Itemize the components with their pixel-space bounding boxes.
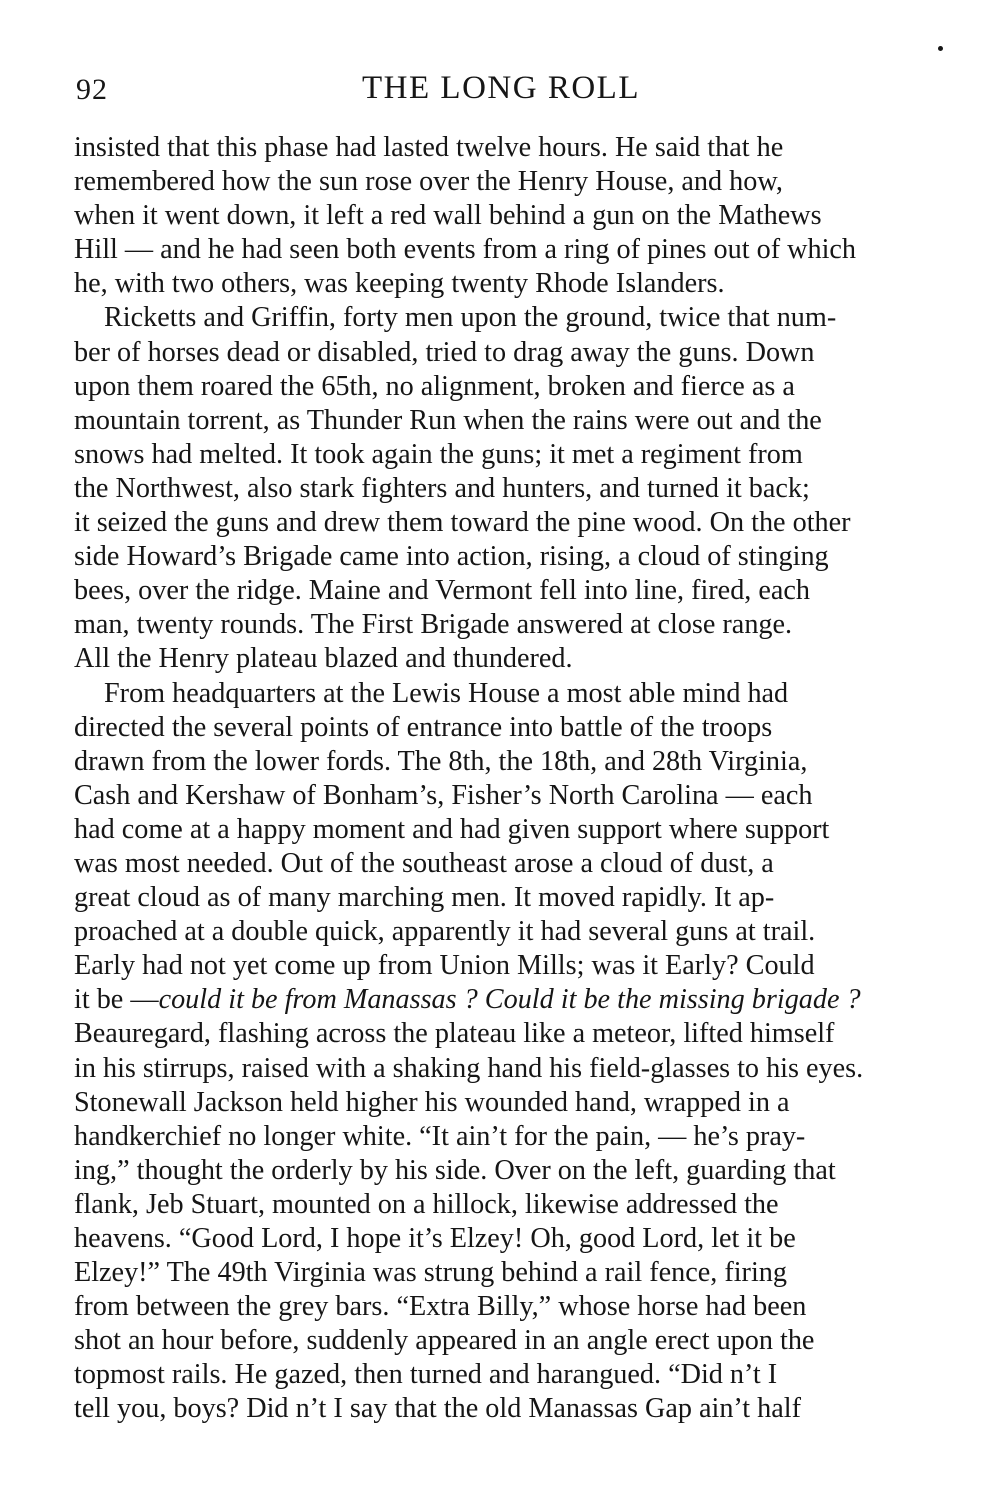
text-line: All the Henry plateau blazed and thundered. — [74, 643, 573, 675]
text-line: insisted that this phase had lasted twelve hours. He said that he — [74, 132, 784, 163]
text-line: proached at a double quick, apparently it had several guns at trail. — [74, 916, 816, 948]
text-line: Stonewall Jackson held higher his wounded hand, wrapped in a — [74, 1086, 790, 1118]
text-line: shot an hour before, suddenly appeared in an angle erect upon the — [74, 1325, 815, 1357]
text-line: flank, Jeb Stuart, mounted on a hillock, likewise addressed the — [74, 1188, 779, 1220]
text-line: man, twenty rounds. The First Brigade answered at close range. — [74, 609, 793, 641]
text-line: From headquarters at the Lewis House a most able mind had — [104, 677, 789, 709]
text-line: Early had not yet come up from Union Mills; was it Early? Could — [74, 950, 815, 982]
text-line: mountain torrent, as Thunder Run when the rains were out and the — [74, 404, 822, 436]
text-line: topmost rails. He gazed, then turned and harangued. “Did n’t I — [74, 1359, 778, 1391]
running-title: THE LONG ROLL — [362, 70, 640, 106]
text-line: side Howard’s Brigade came into action, rising, a cloud of stinging — [74, 541, 829, 573]
text-segment: it be — — [74, 984, 159, 1016]
text-line: directed the several points of entrance into battle of the troops — [74, 711, 773, 743]
text-line: great cloud as of many marching men. It moved rapidly. It ap- — [74, 882, 775, 914]
text-line: upon them roared the 65th, no alignment, broken and fierce as a — [74, 370, 795, 402]
text-line: he, with two others, was keeping twenty Rhode Islanders. — [74, 268, 725, 300]
text-line: handkerchief no longer white. “It ain’t for the pain, — he’s pray- — [74, 1120, 806, 1152]
text-line: in his stirrups, raised with a shaking hand his field-glasses to his eyes. — [74, 1052, 864, 1084]
print-speck — [938, 46, 943, 51]
text-line: ber of horses dead or disabled, tried to drag away the guns. Down — [74, 336, 815, 368]
text-line: when it went down, it left a red wall behind a gun on the Mathews — [74, 200, 822, 232]
text-line: ing,” thought the orderly by his side. Over on the left, guarding that — [74, 1154, 836, 1186]
text-line: was most needed. Out of the southeast arose a cloud of dust, a — [74, 847, 774, 879]
text-line: tell you, boys? Did n’t I say that the old Manassas Gap ain’t half — [74, 1393, 801, 1425]
text-line: Hill — and he had seen both events from a ring of pines out of which — [74, 234, 857, 266]
text-line: remembered how the sun rose over the Henry House, and how, — [74, 166, 783, 198]
text-line: had come at a happy moment and had given support where support — [74, 813, 830, 845]
body-text — [74, 131, 919, 1427]
text-line: Cash and Kershaw of Bonham’s, Fisher’s North Carolina — each — [74, 779, 813, 811]
page-header — [76, 62, 926, 112]
text-line: Elzey!” The 49th Virginia was strung behind a rail fence, firing — [74, 1257, 787, 1289]
text-line: bees, over the ridge. Maine and Vermont fell into line, fired, each — [74, 575, 811, 607]
italic-text: could it be from Manassas ? Could it be the missing brigade ? — [158, 984, 861, 1016]
text-line: heavens. “Good Lord, I hope it’s Elzey! Oh, good Lord, let it be — [74, 1223, 796, 1254]
text-line: drawn from the lower fords. The 8th, the 18th, and 28th Virginia, — [74, 745, 808, 777]
text-line: snows had melted. It took again the guns; it met a regiment from — [74, 438, 803, 470]
text-line-with-italic — [74, 983, 919, 1017]
text-line: it seized the guns and drew them toward the pine wood. On the other — [74, 507, 851, 539]
page-number: 92 — [76, 73, 108, 106]
text-line: Ricketts and Griffin, forty men upon the ground, twice that num- — [104, 302, 837, 334]
text-line: from between the grey bars. “Extra Billy,” whose horse had been — [74, 1291, 807, 1323]
text-line: the Northwest, also stark fighters and hunters, and turned it back; — [74, 472, 810, 504]
text-line: Beauregard, flashing across the plateau like a meteor, lifted himself — [74, 1018, 835, 1050]
